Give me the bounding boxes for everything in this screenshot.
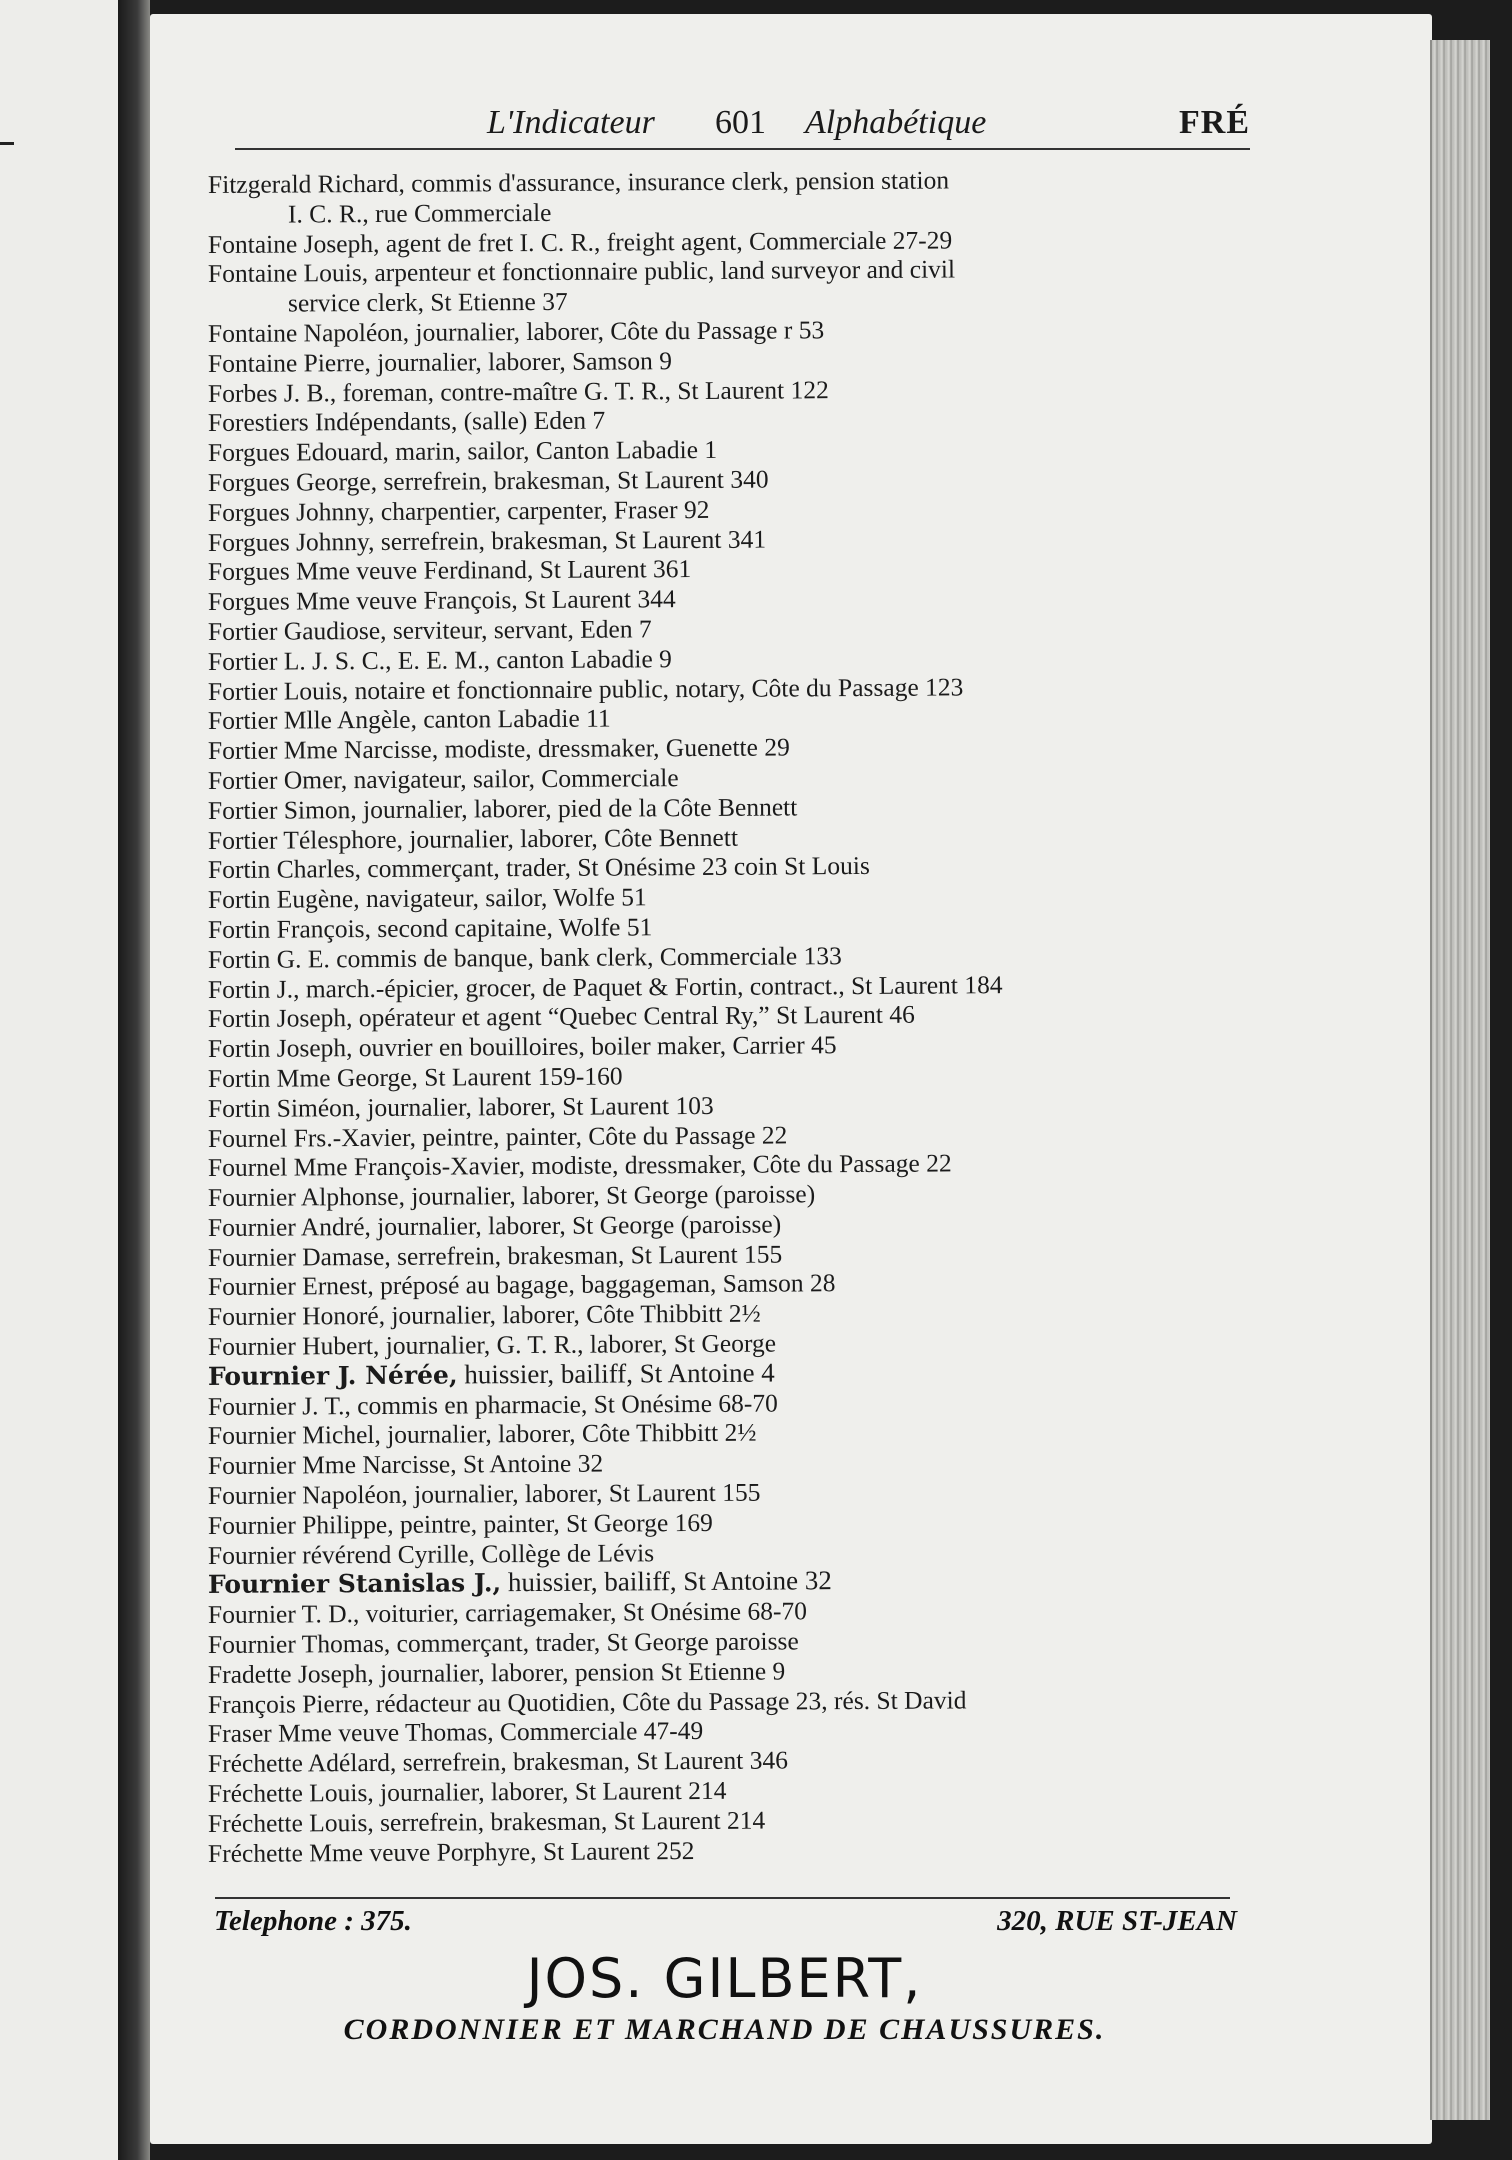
- directory-entry: Fradette Joseph, journalier, laborer, pension St Etienne 9: [207, 1656, 786, 1689]
- directory-entry: Fitzgerald Richard, commis d'assurance, insurance clerk, pension station: [207, 165, 950, 199]
- directory-entry: Fournier Alphonse, journalier, laborer, St George (paroisse): [207, 1179, 816, 1213]
- advertisement-rule: [215, 1897, 1230, 1899]
- directory-entry: Fontaine Joseph, agent de fret I. C. R., freight agent, Commerciale 27-29: [207, 225, 953, 259]
- directory-entry: Fréchette Louis, journalier, laborer, St Laurent 214: [207, 1775, 727, 1809]
- advertisement-trade: CORDONNIER ET MARCHAND DE CHAUSSURES.: [343, 2013, 1106, 2046]
- directory-entries: [207, 165, 1258, 1868]
- directory-entry: Fréchette Louis, serrefrein, brakesman, St Laurent 214: [207, 1805, 766, 1838]
- directory-entry: Fournier Napoléon, journalier, laborer, St Laurent 155: [207, 1477, 761, 1511]
- running-header: [235, 100, 1250, 160]
- directory-entry: Fortier Mlle Angèle, canton Labadie 11: [207, 703, 611, 736]
- directory-entry: Forgues Johnny, serrefrein, brakesman, St Laurent 341: [207, 524, 767, 557]
- directory-entry: Forgues Mme veuve Ferdinand, St Laurent 361: [207, 554, 692, 587]
- directory-entry: Fortin J., march.-épicier, grocer, de Paquet & Fortin, contract., St Laurent 184: [207, 969, 1003, 1004]
- directory-entry: Fortier Louis, notaire et fonctionnaire public, notary, Côte du Passage 123: [207, 671, 964, 706]
- directory-entry-continuation: service clerk, St Etienne 37: [287, 286, 568, 318]
- directory-entry: Fournier Ernest, préposé au bagage, baggageman, Samson 28: [207, 1268, 836, 1302]
- header-rule: [235, 148, 1250, 150]
- directory-entry: Fortier Mme Narcisse, modiste, dressmaker, Guenette 29: [207, 732, 790, 766]
- directory-entry: Fontaine Pierre, journalier, laborer, Samson 9: [207, 345, 672, 378]
- featured-name: Fournier Stanislas J.,: [207, 1568, 502, 1600]
- directory-entry: Fournier T. D., voiturier, carriagemaker, St Onésime 68-70: [207, 1596, 808, 1630]
- directory-entry: Fournier Honoré, journalier, laborer, Côte Thibbitt 2½: [207, 1298, 761, 1332]
- section-code: FRÉ: [1179, 104, 1250, 141]
- directory-entry: Fortin Mme George, St Laurent 159-160: [207, 1061, 623, 1093]
- directory-entry: Forestiers Indépendants, (salle) Eden 7: [207, 405, 606, 438]
- directory-entry: Fournier Michel, journalier, laborer, Côte Thibbitt 2½: [207, 1418, 757, 1451]
- directory-entry: Fournel Mme François-Xavier, modiste, dressmaker, Côte du Passage 22: [207, 1148, 952, 1183]
- directory-entry: Forgues Johnny, charpentier, carpenter, Fraser 92: [207, 494, 710, 527]
- directory-entry: Fortin G. E. commis de banque, bank clerk, Commerciale 133: [207, 940, 842, 974]
- facing-page-mark: [0, 142, 14, 145]
- advertisement-address: 320, RUE ST-JEAN: [997, 1905, 1237, 1937]
- directory-entry: Fréchette Mme veuve Porphyre, St Laurent 252: [207, 1835, 695, 1868]
- directory-entry: Fournel Frs.-Xavier, peintre, painter, Côte du Passage 22: [207, 1119, 788, 1153]
- advertisement-telephone: Telephone : 375.: [214, 1905, 412, 1937]
- directory-entry: Fournier Philippe, peintre, painter, St George 169: [207, 1507, 713, 1540]
- directory-entry: Fortin Eugène, navigateur, sailor, Wolfe 51: [207, 882, 647, 915]
- directory-entry: Fortier Gaudiose, serviteur, servant, Eden 7: [207, 614, 652, 646]
- book-gutter: [118, 0, 150, 2160]
- directory-entry: Fortin Siméon, journalier, laborer, St Laurent 103: [207, 1090, 714, 1123]
- directory-entry: Fortier Omer, navigateur, sailor, Commerciale: [207, 763, 679, 795]
- directory-entry: François Pierre, rédacteur au Quotidien, Côte du Passage 23, rés. St David: [207, 1685, 967, 1719]
- directory-entry: Forgues Mme veuve François, St Laurent 344: [207, 584, 676, 617]
- directory-entry: Fortin Joseph, opérateur et agent “Quebec Central Ry,” St Laurent 46: [207, 999, 915, 1034]
- directory-entry: Forbes J. B., foreman, contre-maître G. T. R., St Laurent 122: [207, 374, 829, 408]
- facing-page-edge: [0, 0, 118, 2160]
- directory-entry: Fournier André, journalier, laborer, St George (paroisse): [207, 1209, 782, 1242]
- directory-entry: Fortin François, second capitaine, Wolfe 51: [207, 912, 653, 944]
- advertisement-business-name: JOS. GILBERT,: [526, 1947, 923, 2010]
- directory-entry: Fraser Mme veuve Thomas, Commerciale 47-49: [207, 1716, 704, 1749]
- featured-details: huissier, bailiff, St Antoine 4: [457, 1357, 775, 1390]
- header-title-right: Alphabétique: [805, 104, 987, 141]
- advertisement: [212, 1905, 1237, 2046]
- directory-entry: Fontaine Louis, arpenteur et fonctionnaire public, land surveyor and civil: [207, 254, 956, 289]
- directory-entry-continuation: I. C. R., rue Commerciale: [287, 197, 552, 229]
- directory-entry: Fortin Charles, commerçant, trader, St Onésime 23 coin St Louis: [207, 851, 870, 885]
- directory-entry: Fournier révérend Cyrille, Collège de Lévis: [207, 1537, 655, 1570]
- featured-details: huissier, bailiff, St Antoine 32: [501, 1565, 832, 1598]
- directory-entry: Fortier Simon, journalier, laborer, pied de la Côte Bennett: [207, 792, 798, 825]
- directory-entry: Fontaine Napoléon, journalier, laborer, Côte du Passage r 53: [207, 315, 825, 348]
- directory-entry: Fournier Hubert, journalier, G. T. R., laborer, St George: [207, 1328, 777, 1362]
- header-title-left: L'Indicateur: [487, 104, 655, 141]
- directory-entry: Fortier L. J. S. C., E. E. M., canton Labadie 9: [207, 643, 672, 676]
- page-number: 601: [715, 104, 766, 141]
- directory-entry: Fréchette Adélard, serrefrein, brakesman, St Laurent 346: [207, 1745, 788, 1779]
- page-stack-edges: [1430, 40, 1490, 2120]
- directory-entry: Fournier Thomas, commerçant, trader, St George paroisse: [207, 1626, 799, 1660]
- directory-entry: Forgues Edouard, marin, sailor, Canton Labadie 1: [207, 435, 718, 468]
- directory-entry: Fournier J. T., commis en pharmacie, St Onésime 68-70: [207, 1388, 778, 1421]
- directory-entry: Fournier Damase, serrefrein, brakesman, St Laurent 155: [207, 1239, 783, 1272]
- directory-entry: Fournier Mme Narcisse, St Antoine 32: [207, 1448, 604, 1481]
- directory-entry: Fortin Joseph, ouvrier en bouilloires, boiler maker, Carrier 45: [207, 1030, 837, 1064]
- featured-name: Fournier J. Nérée,: [207, 1360, 458, 1391]
- directory-entry: Fortier Télesphore, journalier, laborer, Côte Bennett: [207, 822, 739, 855]
- directory-entry: Forgues George, serrefrein, brakesman, St Laurent 340: [207, 464, 769, 497]
